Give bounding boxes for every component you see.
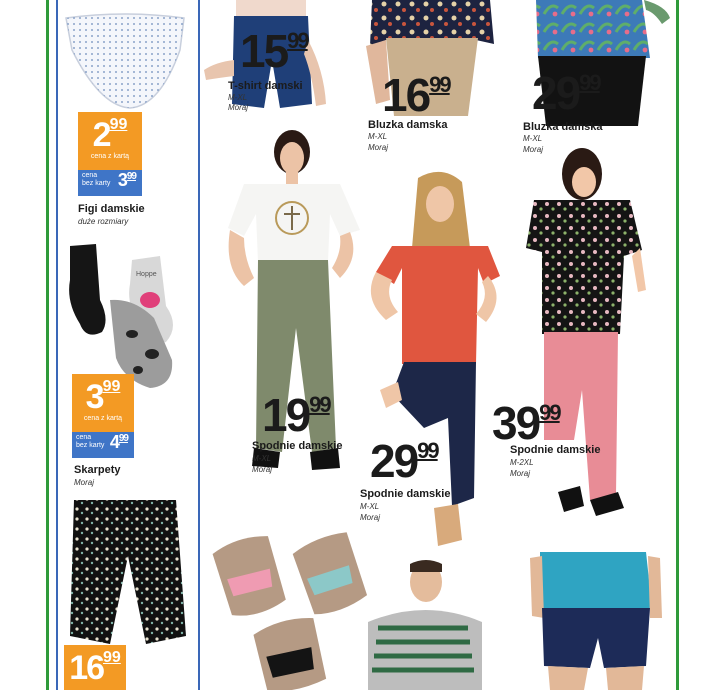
blouse1-name: Bluzka damska [368,119,448,131]
blouse2-price [532,67,600,119]
blouse2-name: Bluzka damska [523,121,603,133]
socks-no-card-label-1: cena [76,434,92,441]
pants2-price-cents: 99 [417,438,438,463]
socks-card-label: cena z kartą [83,415,123,422]
figi-no-card-cents: 99 [126,171,136,182]
figi-price-cents: 99 [109,116,128,133]
socks-price-int: 3 [85,378,103,416]
socks-card-price [72,374,134,432]
pants3-brand: Moraj [510,469,531,478]
pants3-model-photo [520,140,675,534]
tshirt-price [240,25,308,77]
pants3-price-int: 39 [492,397,540,449]
blouse2-price-cents: 99 [579,70,600,95]
pants2-model-photo [358,168,508,560]
tshirt-size: M-XL [228,93,248,102]
blouse1-price-cents: 99 [429,72,450,97]
pants1-price-int: 19 [262,389,310,441]
figi-card-price [78,112,142,170]
socks-no-card-label-2: bez karty [76,442,105,449]
pants1-brand: Moraj [252,465,273,474]
figi-no-card-label-1: cena [82,172,98,179]
man-shorts-photo [528,548,674,690]
socks-price-cents: 99 [102,378,121,395]
tshirt-name: T-shirt damski [228,80,303,92]
figi-price-int: 2 [92,116,110,154]
tshirt-price-cents: 99 [287,28,308,53]
pants3-price [492,397,560,449]
pants2-brand: Moraj [360,513,381,522]
pants1-size: M-XL [252,454,272,463]
pants2-name: Spodnie damskie [360,488,451,500]
figi-no-card-price [78,170,142,196]
patterned-pants-photo [64,496,190,656]
socks-no-card-cents: 99 [118,433,128,444]
pants2-price-int: 29 [370,435,418,487]
blouse1-price [382,69,450,121]
figi-no-card-int: 3 [117,170,127,190]
tshirt-price-int: 15 [240,25,288,77]
pants3-name: Spodnie damskie [510,444,601,456]
tshirt-brand: Moraj [228,103,249,112]
blouse2-price-int: 29 [532,67,580,119]
pants1-price [262,389,330,441]
pants1-price-cents: 99 [309,392,330,417]
slippers-photo [208,532,378,690]
man-tshirt-photo [358,558,488,690]
socks-no-card-int: 4 [109,432,119,452]
pants-price-cents: 99 [103,649,121,666]
blouse1-size: M-XL [368,132,388,141]
sock-text: Hoppe [136,271,157,278]
pants2-price [370,435,438,487]
pants1-name: Spodnie damskie [252,440,343,452]
frame-line-left [46,0,49,690]
socks-photo [62,240,192,392]
pants-card-price [64,645,126,690]
pants3-size: M-2XL [510,458,534,467]
blouse1-brand: Moraj [368,143,389,152]
socks-detail: Moraj [74,478,95,487]
pants-price-int: 16 [69,649,104,687]
pants2-size: M-XL [360,502,380,511]
blouse2-size: M-XL [523,134,543,143]
figi-name: Figi damskie [78,203,145,215]
figi-no-card-label-2: bez karty [82,180,111,187]
figi-detail: duże rozmiary [78,217,129,226]
figi-photo [60,10,190,112]
frame-line-right [676,0,679,690]
blouse1-price-int: 16 [382,69,430,121]
blouse2-brand: Moraj [523,145,544,154]
pants3-price-cents: 99 [539,400,560,425]
socks-no-card-price [72,432,134,458]
socks-name: Skarpety [74,464,121,476]
figi-card-label: cena z kartą [90,153,130,160]
